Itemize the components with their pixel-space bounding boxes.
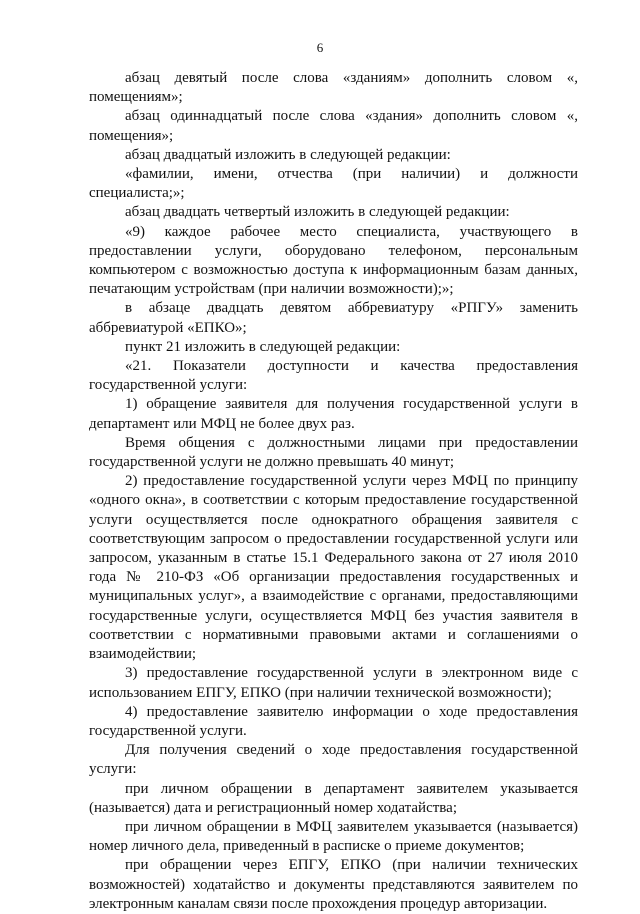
paragraph-2: абзац одиннадцатый после слова «здания» дополнить словом «, помещения»; [89, 108, 578, 144]
paragraph-7: в абзаце двадцать девятом аббревиатуру «РПГУ» заменить аббревиатурой «ЕПКО»; [89, 300, 578, 336]
paragraph-5: абзац двадцать четвертый изложить в следующей редакции: [125, 204, 510, 221]
paragraph-8: пункт 21 изложить в следующей редакции: [125, 338, 401, 355]
paragraph-9: «21. Показатели доступности и качества предоставления государственной услуги: [89, 358, 578, 394]
paragraph-14: 4) предоставление заявителю информации о ходе предоставления государственной услуги. [89, 703, 578, 739]
paragraph-10: 1) обращение заявителя для получения государственной услуги в департамент или МФЦ не более двух раз. [89, 396, 578, 432]
page-number: 6 [316, 40, 324, 55]
paragraph-13: 3) предоставление государственной услуги в электронном виде с использованием ЕПГУ, ЕПКО (при наличии технической возможности); [89, 665, 578, 701]
document-body [89, 69, 578, 914]
paragraph-18: при обращении через ЕПГУ, ЕПКО (при наличии технических возможностей) ходатайство и документы представляются заявителем по электронным каналам связи после прохождения процедур авторизации. [89, 857, 578, 912]
paragraph-15: Для получения сведений о ходе предоставления государственной услуги: [89, 742, 578, 778]
paragraph-11: Время общения с должностными лицами при предоставлении государственной услуги не должно превышать 40 минут; [89, 434, 578, 471]
paragraph-6: «9) каждое рабочее место специалиста, участвующего в предоставлении услуги, оборудовано телефоном, персональным компьютером с возможностью доступа к информационным базам данных, печатающим устройствам (при наличии возможности);»; [89, 223, 578, 298]
paragraph-1: абзац девятый после слова «зданиям» дополнить словом «, помещениям»; [89, 70, 578, 106]
paragraph-16: при личном обращении в департамент заявителем указывается (называется) дата и регистрационный номер ходатайства; [89, 780, 578, 816]
paragraph-4: «фамилии, имени, отчества (при наличии) и должности специалиста;»; [89, 166, 578, 202]
paragraph-12: 2) предоставление государственной услуги через МФЦ по принципу «одного окна», в соответствии с которым предоставление государственной услуги осуществляется после однократного обращения заявителя с соответствующим запросом о предоставлении государственной услуги или запросом, указанным в статье 15.1 Федерального закона от 27 июля 2010 года № 210-ФЗ «Об организации предоставления государственных и муниципальных услуг», а взаимодействие с органами, предоставляющими государственные услуги, осуществляется МФЦ без участия заявителя в соответствии с нормативными правовыми актами и соглашениями о взаимодействии; [89, 473, 578, 663]
paragraph-17: при личном обращении в МФЦ заявителем указывается (называется) номер личного дела, приведенный в расписке о приеме документов; [89, 818, 578, 855]
paragraph-3: абзац двадцатый изложить в следующей редакции: [125, 146, 451, 163]
